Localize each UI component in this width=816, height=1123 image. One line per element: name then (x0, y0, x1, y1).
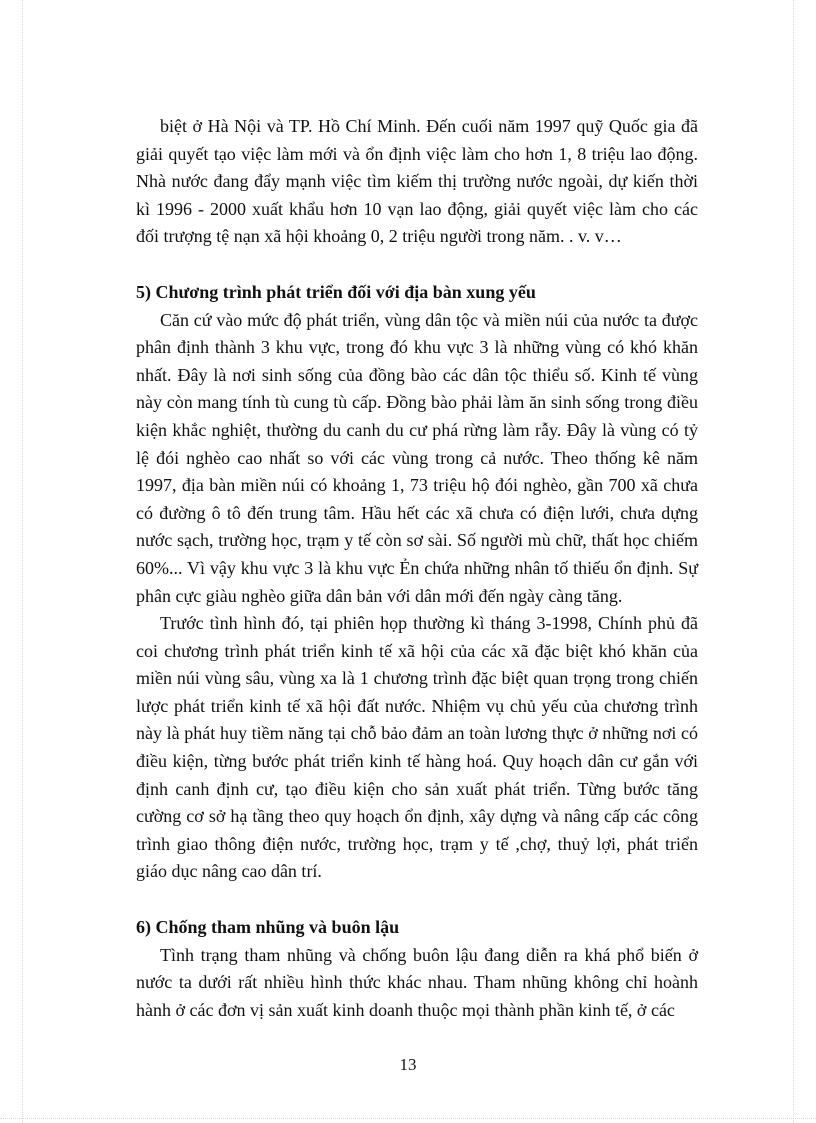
document-body (136, 113, 698, 1024)
section-5-paragraph-1: Căn cứ vào mức độ phát triển, vùng dân tộc và miền núi của nước ta được phân định thành 3 khu vực, trong đó khu vực 3 là những vùng có khó khăn nhất. Đây là nơi sinh sống của đồng bào các dân tộc thiểu số. Kinh tế vùng này còn mang tính tù cung tù cấp. Đồng bào phải làm ăn sinh sống trong điều kiện khắc nghiệt, thường du canh du cư phá rừng làm rẫy. Đây là vùng có tỷ lệ đói nghèo cao nhất so với các vùng trong cả nước. Theo thống kê năm 1997, địa bàn miền núi có khoảng 1, 73 triệu hộ đói nghèo, gần 700 xã chưa có đường ô tô đến trung tâm. Hầu hết các xã chưa có điện lưới, chưa dựng nước sạch, trường học, trạm y tế còn sơ sài. Số người mù chữ, thất học chiếm 60%... Vì vậy khu vực 3 là khu vực Ẻn chứa những nhân tố thiếu ổn định. Sự phân cực giàu nghèo giữa dân bản với dân mới đến ngày càng tăng. (136, 309, 698, 606)
page-border-right (793, 0, 794, 1123)
section-6-heading: 6) Chống tham nhũng và buôn lậu (136, 917, 400, 938)
section-6-paragraph-1: Tình trạng tham nhũng và chống buôn lậu đang diễn ra khá phổ biến ở nước ta dưới rất nhiều hình thức khác nhau. Tham nhũng không chỉ hoành hành ở các đơn vị sản xuất kinh doanh thuộc mọi thành phần kinh tế, ở các (136, 944, 698, 1020)
page-number: 13 (399, 1055, 417, 1074)
section-5-heading: 5) Chương trình phát triển đối với địa bàn xung yếu (136, 281, 536, 302)
spacer (136, 251, 698, 279)
page-border-left (22, 0, 23, 1123)
page-border-bottom (0, 1118, 816, 1119)
spacer (136, 886, 698, 914)
paragraph-continuation: biệt ở Hà Nội và TP. Hồ Chí Minh. Đến cuối năm 1997 quỹ Quốc gia đã giải quyết tạo việc làm mới và ổn định việc làm cho hơn 1, 8 triệu lao động. Nhà nước đang đẩy mạnh việc tìm kiếm thị trường nước ngoài, dự kiến thời kì 1996 - 2000 xuất khẩu hơn 10 vạn lao động, giải quyết việc làm cho các đối trượng tệ nạn xã hội khoảng 0, 2 triệu người trong năm. . v. v… (136, 116, 698, 247)
section-5-paragraph-2: Trước tình hình đó, tại phiên họp thường kì tháng 3-1998, Chính phủ đã coi chương trình phát triển kinh tế xã hội của các xã đặc biệt khó khăn của miền núi vùng sâu, vùng xa là 1 chương trình đặc biệt quan trọng trong chiến lược phát triển kinh tế xã hội đất nước. Nhiệm vụ chủ yếu của chương trình này là phát huy tiềm năng tại chỗ bảo đảm an toàn lương thực ở những nơi có điều kiện, từng bước phát triển kinh tế hàng hoá. Quy hoạch dân cư gắn với định canh định cư, tạo điều kiện cho sản xuất phát triển. Từng bước tăng cường cơ sở hạ tầng theo quy hoạch ổn định, xây dựng và nâng cấp các công trình giao thông điện nước, trường học, trạm y tế ,chợ, thuỷ lợi, phát triển giáo dục nâng cao dân trí. (136, 613, 698, 882)
